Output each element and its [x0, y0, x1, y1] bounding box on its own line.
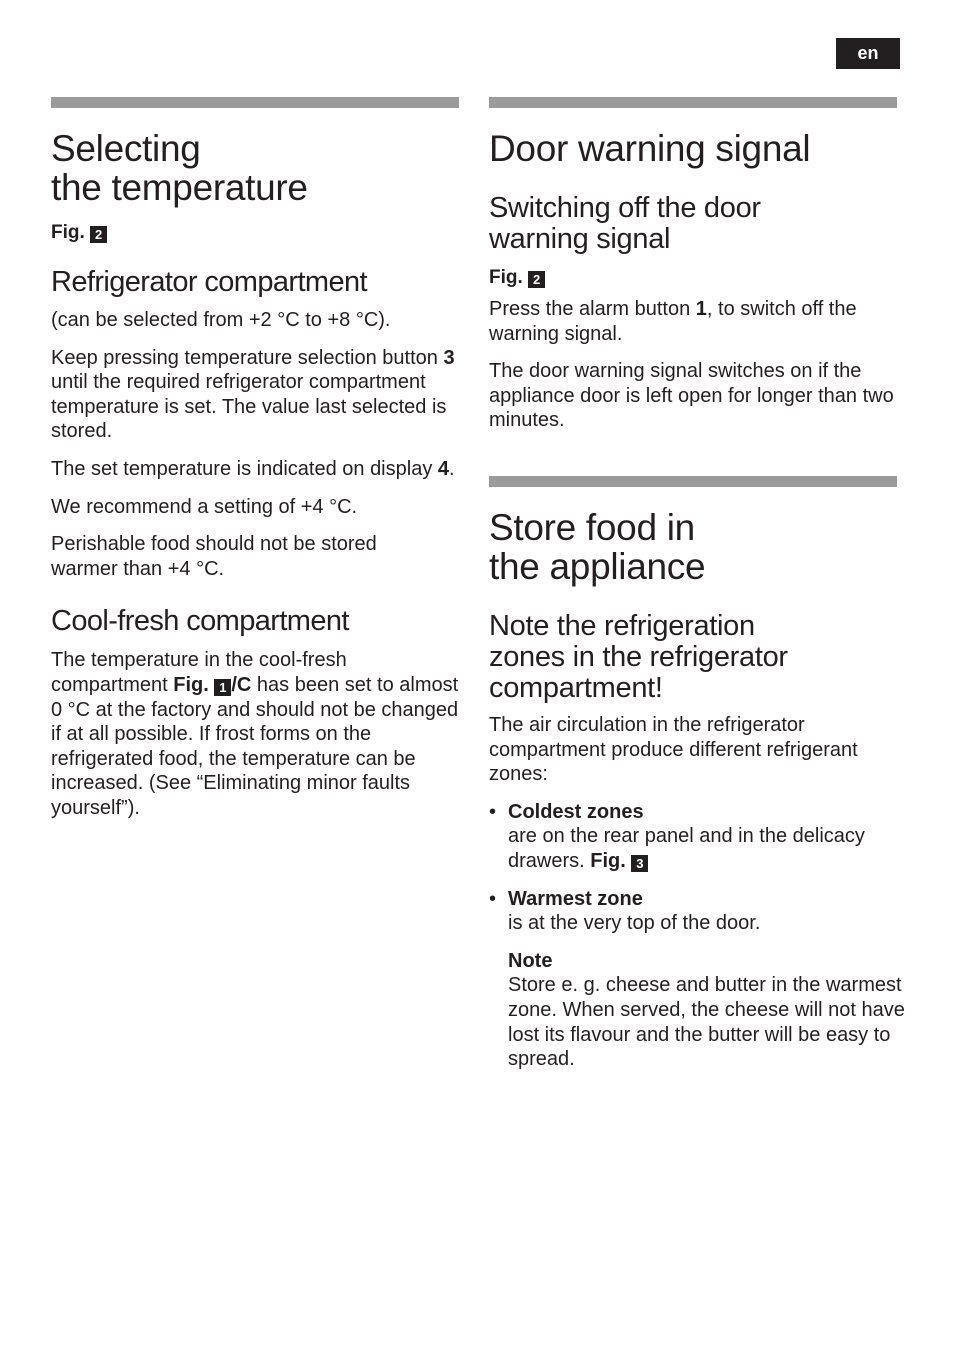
heading-line: zones in the refrigerator: [489, 640, 788, 673]
figure-number-badge: 2: [90, 226, 107, 243]
button-number: 1: [695, 298, 707, 320]
bullet-text: [508, 824, 909, 873]
heading-line: Note the refrigeration: [489, 609, 755, 642]
section-rule: [489, 476, 897, 487]
note-block: [489, 949, 909, 1072]
bullet-mark: •: [489, 800, 497, 823]
section-rule: [489, 97, 897, 108]
temperature-range-text: (can be selected from +2 °C to +8 °C).: [51, 309, 391, 331]
note-heading: Note: [508, 949, 553, 972]
display-number: 4: [437, 457, 449, 480]
paragraph-door-signal: The door warning signal switches on if the appliance door is left open for longer than two minutes.: [489, 360, 894, 432]
paragraph-display: [51, 457, 459, 482]
list-item-warmest-zone: [489, 887, 909, 936]
bullet-heading: Coldest zones: [508, 800, 644, 823]
text-run: Keep pressing temperature selection button: [51, 346, 444, 369]
text-run: Press the alarm button: [489, 298, 696, 320]
bullet-heading: Warmest zone: [508, 887, 643, 910]
left-column: [51, 97, 459, 821]
text-run: has been set to almost 0 °C at the factory and should not be changed if at all possible. If frost forms on the refrigerated food, the temperature can be increased. (See “Eliminating minor faults yourself”).: [51, 673, 459, 819]
right-column: [489, 97, 909, 1072]
text-run: , to switch off the warning signal.: [489, 298, 857, 345]
fig-label: Fig.: [51, 222, 85, 243]
title-line: Store food in: [489, 506, 695, 548]
text-run: until the required refrigerator compartment temperature is set. The value last selected is stored.: [51, 371, 447, 443]
subsection-heading-switch-off: [489, 193, 909, 255]
button-number: 3: [443, 346, 455, 369]
figure-reference: [489, 267, 909, 289]
text-run: are on the rear panel and in the delicacy drawers.: [508, 825, 865, 872]
note-text: Store e. g. cheese and butter in the warmest zone. When served, the cheese will not have lost its flavour and the butter will be easy to spread.: [508, 974, 905, 1071]
title-line: the temperature: [51, 167, 308, 208]
fig-label: Fig.: [173, 673, 209, 696]
section-title-store-food: [489, 508, 909, 586]
section-rule: [51, 97, 459, 108]
list-item-coldest-zones: [489, 800, 909, 874]
heading-line: warning signal: [489, 223, 671, 255]
figure-number-badge: 2: [528, 271, 545, 288]
title-line: the appliance: [489, 545, 706, 587]
paragraph-air-circulation: The air circulation in the refrigerator compartment produce different refrigerant zones:: [489, 713, 858, 786]
text-run: The set temperature is indicated on display: [51, 457, 438, 480]
bullet-text: is at the very top of the door.: [508, 912, 761, 935]
subsection-heading-refrigeration-zones: [489, 611, 909, 704]
figure-reference: [590, 850, 648, 872]
figure-reference: [173, 674, 251, 696]
figure-suffix: /C: [231, 673, 252, 696]
language-badge: en: [836, 38, 900, 69]
heading-line: Switching off the door: [489, 192, 761, 224]
title-line: Selecting: [51, 128, 201, 169]
paragraph-perishable: Perishable food should not be stored warmer than +4 °C.: [51, 533, 377, 580]
paragraph-coolfresh: [51, 648, 459, 820]
figure-number-badge: 3: [631, 855, 648, 872]
fig-label: Fig.: [489, 267, 523, 288]
subsection-heading-coolfresh: Cool-fresh compartment: [51, 605, 349, 638]
heading-line: compartment!: [489, 671, 663, 704]
section-title-door-warning: Door warning signal: [489, 128, 811, 169]
fig-label: Fig.: [590, 849, 626, 872]
paragraph-recommendation: We recommend a setting of +4 °C.: [51, 495, 358, 518]
paragraph-selection: [51, 346, 459, 444]
figure-number-badge: 1: [214, 679, 231, 696]
paragraph-alarm-button: [489, 297, 909, 346]
text-run: .: [449, 457, 455, 480]
subsection-heading-refrigerator: Refrigerator compartment: [51, 266, 367, 298]
figure-reference: [51, 222, 459, 244]
section-title-selecting-temperature: [51, 129, 459, 207]
text-run: The temperature in the cool-fresh compartment: [51, 649, 347, 696]
bullet-mark: •: [489, 887, 497, 910]
